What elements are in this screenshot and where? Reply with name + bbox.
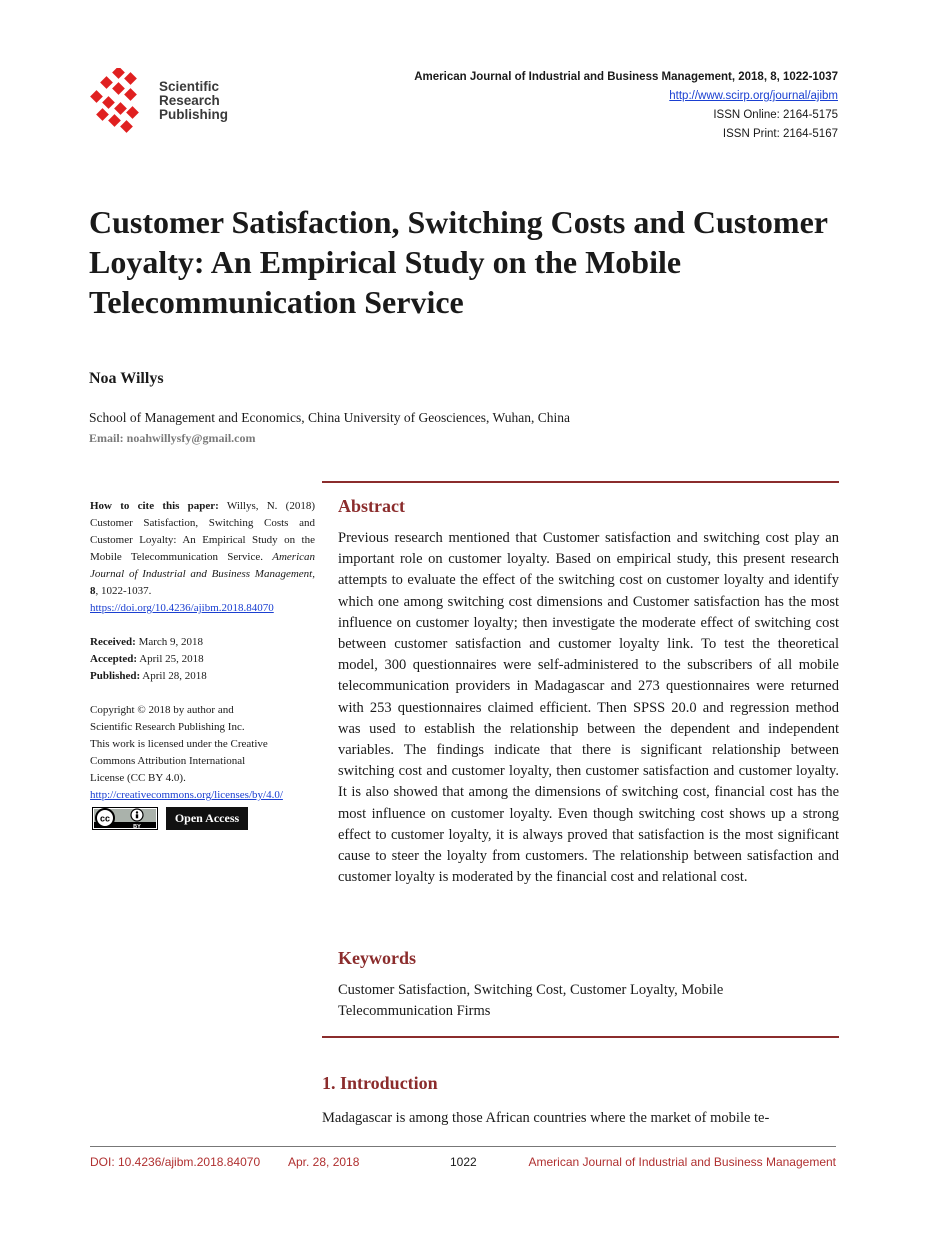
license-line: This work is licensed under the Creative [90,738,268,750]
footer-rule [90,1146,836,1147]
cc-by-text: BY [133,823,141,830]
cite-journal: American Journal of Industrial and Business Management [90,551,316,580]
author-name: Noa Willys [89,370,164,387]
received-row [90,634,315,651]
accepted-date: April 25, 2018 [139,653,204,665]
side-column [90,498,315,804]
abstract-bottom-rule [322,1036,839,1038]
cite-text: Willys, N. (2018) Customer Satisfaction, Switching Costs and Customer Loyalty: An Empirical Study on the Mobile Telecommunication Service. [90,500,315,563]
issn-online: ISSN Online: 2164-5175 [713,109,838,121]
license-line: Commons Attribution International [90,755,246,767]
accepted-row [90,651,315,668]
open-access-badge: Open Access [166,807,248,830]
journal-header [414,68,838,144]
published-date: April 28, 2018 [142,670,207,682]
doi-link[interactable]: https://doi.org/10.4236/ajibm.2018.84070 [90,602,274,614]
footer-doi: DOI: 10.4236/ajibm.2018.84070 [90,1155,261,1169]
copyright-line: Scientific Research Publishing Inc. [90,721,245,733]
author-email: Email: noahwillysfy@gmail.com [89,431,256,445]
received-label: Received: [90,636,136,648]
author-affiliation: School of Management and Economics, China University of Geosciences, Wuhan, China [89,410,570,425]
issn-print: ISSN Print: 2164-5167 [722,128,838,140]
introduction-heading: 1. Introduction [322,1073,438,1093]
cc-by-badge-icon[interactable] [92,807,158,830]
introduction-text: Madagascar is among those African countries where the market of mobile te- [322,1110,770,1126]
cite-volume: 8 [90,585,96,597]
cite-pages: , 1022-1037. [95,585,152,597]
footer-journal: American Journal of Industrial and Business Management [528,1155,836,1169]
license-link[interactable]: http://creativecommons.org/licenses/by/4.0/ [90,789,283,801]
publisher-name [159,80,228,122]
cite-label: How to cite this paper: [90,500,219,512]
citation-block: How to cite this paper: Willys, N. (2018) Customer Satisfaction, Switching Costs and Customer Loyalty: An Empirical Study on the Mobile Telecommunication Service. American Journal of Industrial and Business Management, 8, 1022-1037. [90,500,316,597]
svg-text:cc: cc [99,813,111,824]
accepted-label: Accepted: [90,653,138,665]
copyright-line: Copyright © 2018 by author and [90,704,234,716]
paper-title: Customer Satisfaction, Switching Costs and Customer Loyalty: An Empirical Study on the Mobile Telecommunication Service [89,204,828,320]
footer-date: Apr. 28, 2018 [288,1155,360,1169]
published-label: Published: [90,670,141,682]
page-number: 1022 [450,1155,477,1169]
publisher-name-line: Scientific [159,79,220,94]
publisher-name-line: Research [159,93,220,108]
keywords-heading: Keywords [338,948,416,968]
publisher-name-line: Publishing [159,107,228,122]
journal-citation-line: American Journal of Industrial and Business Management, 2018, 8, 1022-1037 [414,71,838,83]
keywords-text: Customer Satisfaction, Switching Cost, Customer Loyalty, Mobile Telecommunication Firms [338,982,724,1020]
published-row [90,668,315,685]
license-line: License (CC BY 4.0). [90,772,186,784]
abstract-text: Previous research mentioned that Customer satisfaction and switching cost play an important role on customer loyalty. Based on empirical study, this present research attempts to evaluate the effect of the switching cost on customer loyalty and identify which one among switching cost dimensions and Customer satisfaction has the most influence on customer loyalty; then investigate the moderate effect of switching cost between customer satisfaction and customer loyalty link. To test the theoretical model, 300 questionnaires were self-administered to the subscribers of all mobile telecommunication providers in Madagascar and 273 questionnaires were returned with 253 questionnaires claimed efficient. Then SPSS 20.0 and regression method was used to establish the relationship between the dependent and independent variables. The findings indicate that there is significant relationship between switching cost and customer loyalty, then customer satisfaction and customer loyalty. It is also showed that among the dimensions of switching cost, financial cost has the most influence on customer loyalty. Even though switching cost shows up a strong effect to customer loyalty, it is always proved that satisfaction is the most significant cause to steer the loyalty from customers. The relationship between satisfaction and customer loyalty is moderated by the financial cost and relational cost. [338,530,839,886]
abstract-top-rule [322,481,839,483]
journal-url-link[interactable]: http://www.scirp.org/journal/ajibm [669,90,838,102]
received-date: March 9, 2018 [138,636,204,648]
abstract-heading: Abstract [338,496,405,516]
